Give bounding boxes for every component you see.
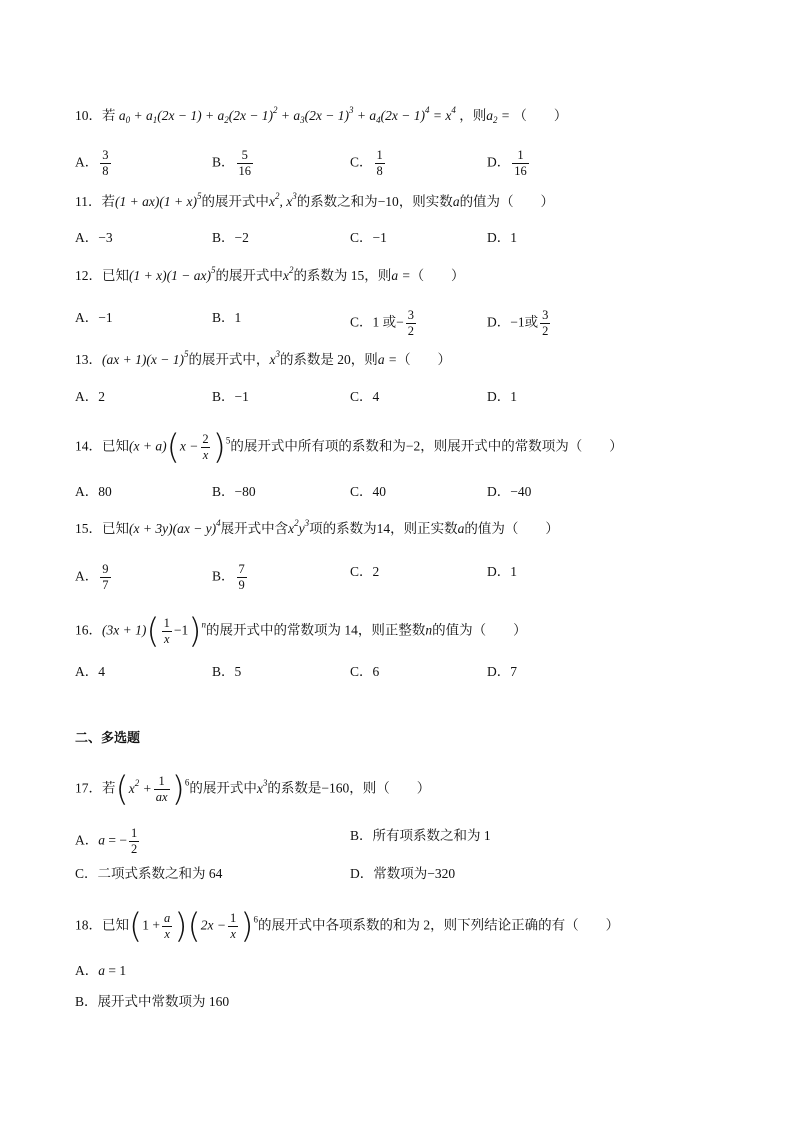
q13-option-a[interactable]: A．2 xyxy=(75,389,105,404)
q17-option-b[interactable]: B．所有项系数之和为 1 xyxy=(350,828,491,843)
q10-equation: $a_0 + a_1(2x - 1) + a_2(2x - 1)^2 + a_3(2x - 1)^3 + a_4(2x - 1)^4 = x^4$ xyxy=(118,105,456,125)
q10-option-c[interactable]: C． $\frac{1}{8}$ xyxy=(350,148,383,178)
q16-option-b[interactable]: B．5 xyxy=(212,664,242,679)
question-18: 18．已知(1 + $\frac{a}{x}$ )(2x − $\frac{1}{x}$ )$^6$的展开式中各项系数的和为 2，则下列结论正确的有（ ） xyxy=(75,906,620,947)
question-15: 15．已知(x + 3y)(ax − y)$^4$展开式中含$x^2y^3$项的系数为14，则正实数a的值为（ ） xyxy=(75,518,559,537)
q10-blank: （ ） xyxy=(513,108,568,124)
q18-option-a[interactable]: A．a = 1 xyxy=(75,963,127,978)
section-heading: 二、多选题 xyxy=(75,731,141,746)
q11-option-a[interactable]: A．−3 xyxy=(75,230,113,245)
q15-option-a[interactable]: A． $\frac{9}{7}$ xyxy=(75,562,109,592)
question-12: 12．已知(1 + x)(1 − ax)$^5$的展开式中$x^2$的系数为 15，则a =（ ） xyxy=(75,265,465,284)
q11-option-d[interactable]: D．1 xyxy=(487,230,517,245)
question-16: 16．(3x + 1)( $\frac{1}{x}$ −1)$^n$的展开式中的常数项为 14，则正整数n的值为（ ） xyxy=(75,611,527,652)
q14-option-b[interactable]: B．−80 xyxy=(212,484,256,499)
q16-option-d[interactable]: D．7 xyxy=(487,664,517,679)
q15-option-b[interactable]: B． $\frac{7}{9}$ xyxy=(212,562,245,592)
q12-option-a[interactable]: A．−1 xyxy=(75,310,113,325)
q16-option-a[interactable]: A．4 xyxy=(75,664,105,679)
question-11: 11．若$(1 + ax)(1 + x)^5$的展开式中$x^2$, $x^3$的系数之和为−10，则实数a的值为（ ） xyxy=(75,191,555,210)
q13-option-c[interactable]: C．4 xyxy=(350,389,380,404)
q10-option-a[interactable]: A． $\frac{3}{8}$ xyxy=(75,148,109,178)
q17-option-a[interactable]: A．a = − $\frac{1}{2}$ xyxy=(75,826,138,856)
q12-option-c[interactable]: C．1 或− $\frac{3}{2}$ xyxy=(350,308,415,338)
q10-option-b[interactable]: B． $\frac{5}{16}$ xyxy=(212,148,252,178)
q13-option-b[interactable]: B．−1 xyxy=(212,389,249,404)
q16-option-c[interactable]: C．6 xyxy=(350,664,380,679)
q13-option-d[interactable]: D．1 xyxy=(487,389,517,404)
q11-option-b[interactable]: B．−2 xyxy=(212,230,249,245)
q15-option-d[interactable]: D．1 xyxy=(487,564,517,579)
q14-option-d[interactable]: D．−40 xyxy=(487,484,532,499)
question-14: 14．已知(x + a)(x − $\frac{2}{x}$ )$^5$的展开式中所有项的系数和为−2，则展开式中的常数项为（ ） xyxy=(75,427,623,468)
q10-number: 10．若 xyxy=(75,108,116,123)
q17-option-c[interactable]: C．二项式系数之和为 64 xyxy=(75,866,223,881)
question-10: 10．若 $a_0 + a_1(2x - 1) + a_2(2x - 1)^2 + a_3(2x - 1)^3 + a_4(2x - 1)^4 = x^4$ ，则$a_2$ = （ ） xyxy=(75,105,568,125)
question-13: 13．$(ax + 1)(x - 1)^5$的展开式中，$x^3$的系数是 20，则a =（ ） xyxy=(75,349,452,368)
q14-option-c[interactable]: C．40 xyxy=(350,484,387,499)
q14-option-a[interactable]: A．80 xyxy=(75,484,112,499)
q17-option-d[interactable]: D．常数项为−320 xyxy=(350,866,456,881)
q18-option-b[interactable]: B．展开式中常数项为 160 xyxy=(75,994,230,1009)
q12-option-b[interactable]: B．1 xyxy=(212,310,242,325)
q12-option-d[interactable]: D．−1或 $\frac{3}{2}$ xyxy=(487,308,549,338)
question-17: 17．若($x^2$ + $\frac{1}{ax}$ )$^6$的展开式中$x^3$的系数是−160，则（ ） xyxy=(75,769,431,810)
q11-option-c[interactable]: C．−1 xyxy=(350,230,387,245)
q15-option-c[interactable]: C．2 xyxy=(350,564,380,579)
q10-option-d[interactable]: D． $\frac{1}{16}$ xyxy=(487,148,527,178)
